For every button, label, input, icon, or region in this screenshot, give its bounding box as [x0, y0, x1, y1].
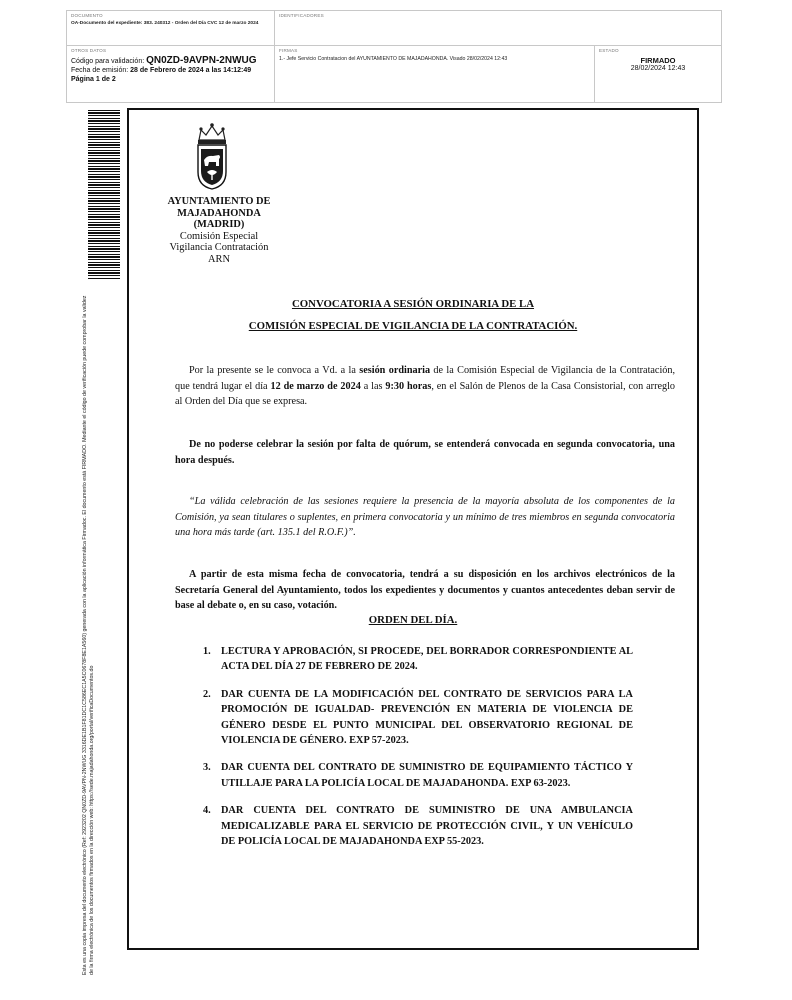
estado-cell: [595, 46, 721, 102]
agenda-item: [203, 644, 633, 675]
availability-paragraph: A partir de esta misma fecha de convocatoria, tendrá a su disposición en los archivos electrónicos de la Secretaría General del Ayuntamiento, todos los expedientes y documentos y cuantos antecedentes deban servir de base al debate o, en su caso, votación.: [175, 569, 675, 612]
institution-line-3: (MADRID): [193, 219, 245, 231]
document-title-line-1: CONVOCATORIA A SESIÓN ORDINARIA DE LA: [291, 298, 535, 310]
p1-date: 12 de marzo de 2024: [270, 380, 361, 392]
p1-part-g: , en el Salón de Plenos de la Casa Consistorial, con arreglo al Orden del Día que se expresa.: [175, 380, 676, 408]
agenda-item-number: 3.: [203, 762, 211, 774]
agenda-item-text: DAR CUENTA DEL CONTRATO DE SUMINISTRO DE UNA AMBULANCIA MEDICALIZABLE PARA EL SERVICIO DE PROTECCIÓN CIVIL, Y UN VEHÍCULO DE POLICÍA LOCAL DE MAJADAHONDA EXP 55-2023.: [221, 805, 633, 848]
verification-side-note: Esta es una copia impresa del documento electrónico (Ref: 2923202 QN0ZD-9AVPN-2NWUG 3316DE1B1F81DC1C586EC1A5C0678F8E1A560) generada con la aplicación informática Firmadoc. El documento está FIRMADO. Mediante el código de verificación puede comprobar la validez de la firma electrónica de los documentos firmados en la dirección web: https://sede.majadahonda.org/portal/verificaDocumentos.do: [82, 295, 95, 975]
p1-part-a: Por la presente se le convoca a Vd. a la: [189, 365, 360, 376]
documento-label: DOCUMENTO: [71, 13, 103, 18]
p1-session-type: sesión ordinaria: [359, 365, 431, 376]
validation-code-line: [71, 56, 270, 66]
firmas-label: FIRMAS: [279, 48, 298, 53]
p1-time: 9:30 horas: [385, 380, 432, 392]
agenda-item: [203, 760, 633, 791]
documento-text: OA-Documento del expediente: 383. 240312 - Orden del Día CVC 12 de marzo 2024: [71, 21, 259, 26]
barcode-image: [88, 110, 120, 280]
institution-line-1: AYUNTAMIENTO DE: [167, 196, 271, 207]
status-date: 28/02/2024 12:43: [630, 65, 686, 72]
agenda-item-text: DAR CUENTA DEL CONTRATO DE SUMINISTRO DE EQUIPAMIENTO TÁCTICO Y UTILLAJE PARA LA POLICÍA LOCAL DE MAJADAHONDA. EXP 63-2023.: [221, 762, 633, 789]
quorum-paragraph: De no poderse celebrar la sesión por falta de quórum, se entenderá convocada en segunda convocatoria, una hora después.: [175, 439, 675, 466]
institution-block: [149, 196, 289, 266]
issue-date: 28 de Febrero de 2024 a las 14:12:49: [130, 67, 252, 74]
estado-block: [599, 56, 717, 72]
institution-line-5: Vigilancia Contratación: [169, 242, 269, 254]
agenda-item-number: 1.: [203, 646, 211, 657]
agenda-item-number: 2.: [203, 688, 211, 700]
institution-line-4: Comisión Especial: [179, 230, 259, 242]
issue-date-line: [71, 66, 270, 75]
agenda-item: [203, 687, 633, 749]
p1-part-e: a las: [360, 380, 386, 392]
metadata-row-top: [67, 11, 721, 46]
documento-cell: [67, 11, 275, 45]
document-page: [127, 108, 699, 950]
issue-date-prefix: Fecha de emisión:: [71, 67, 129, 74]
estado-label: ESTADO: [599, 48, 619, 53]
document-metadata-table: [66, 10, 722, 103]
institution-line-6: ARN: [208, 253, 230, 265]
page-count: Página 1 de 2: [71, 76, 116, 83]
institution-line-2: MAJADAHONDA: [177, 207, 261, 219]
status-badge: FIRMADO: [640, 56, 676, 65]
agenda-list: [203, 644, 633, 861]
signature-entry: 1.- Jefe Servicio Contratacion del AYUNTAMIENTO DE MAJADAHONDA. Visado 28/02/2024 12:43: [279, 56, 508, 62]
document-title-line-2: COMISIÓN ESPECIAL DE VIGILANCIA DE LA CONTRATACIÓN.: [248, 320, 578, 332]
agenda-item-number: 4.: [203, 805, 211, 817]
identificadores-cell: [275, 11, 721, 45]
otros-datos-cell: [67, 46, 275, 102]
metadata-row-bottom: [67, 46, 721, 102]
coat-of-arms-icon: [193, 122, 231, 190]
firmas-cell: [275, 46, 595, 102]
agenda-item: [203, 803, 633, 849]
identificadores-label: IDENTIFICADORES: [279, 13, 324, 18]
otros-datos-label: OTROS DATOS: [71, 48, 107, 53]
agenda-item-text: LECTURA Y APROBACIÓN, SI PROCEDE, DEL BORRADOR CORRESPONDIENTE AL ACTA DEL DÍA 27 DE FEBRERO DE 2024.: [221, 646, 633, 673]
validation-code-prefix: Código para validación:: [71, 58, 145, 65]
quote-paragraph: “La válida celebración de las sesiones requiere la presencia de la mayoría absoluta de los componentes de la Comisión, ya sean titulares o suplentes, en primera convocatoria y un mínimo de tres miembros en segunda convocatoria una hora más tarde (art. 135.1 del R.O.F.)”.: [175, 496, 675, 539]
convocation-paragraph: [175, 363, 675, 410]
agenda-item-text: DAR CUENTA DE LA MODIFICACIÓN DEL CONTRATO DE SERVICIOS PARA LA PROMOCIÓN DE IGUALDAD- PREVENCIÓN EN MATERIA DE VIOLENCIA DE GÉNERO DESDE EL PUNTO MUNICIPAL DEL OBSERVATORIO REGIONAL DE VIOLENCIA DE GÉNERO. EXP 57-2023.: [221, 688, 633, 747]
agenda-title: ORDEN DEL DÍA.: [368, 614, 458, 626]
p1-part-c: de la Comisión Especial de Vigilancia de la Contratación, que tendrá lugar el día: [175, 365, 676, 392]
validation-code: QN0ZD-9AVPN-2NWUG: [146, 55, 257, 66]
